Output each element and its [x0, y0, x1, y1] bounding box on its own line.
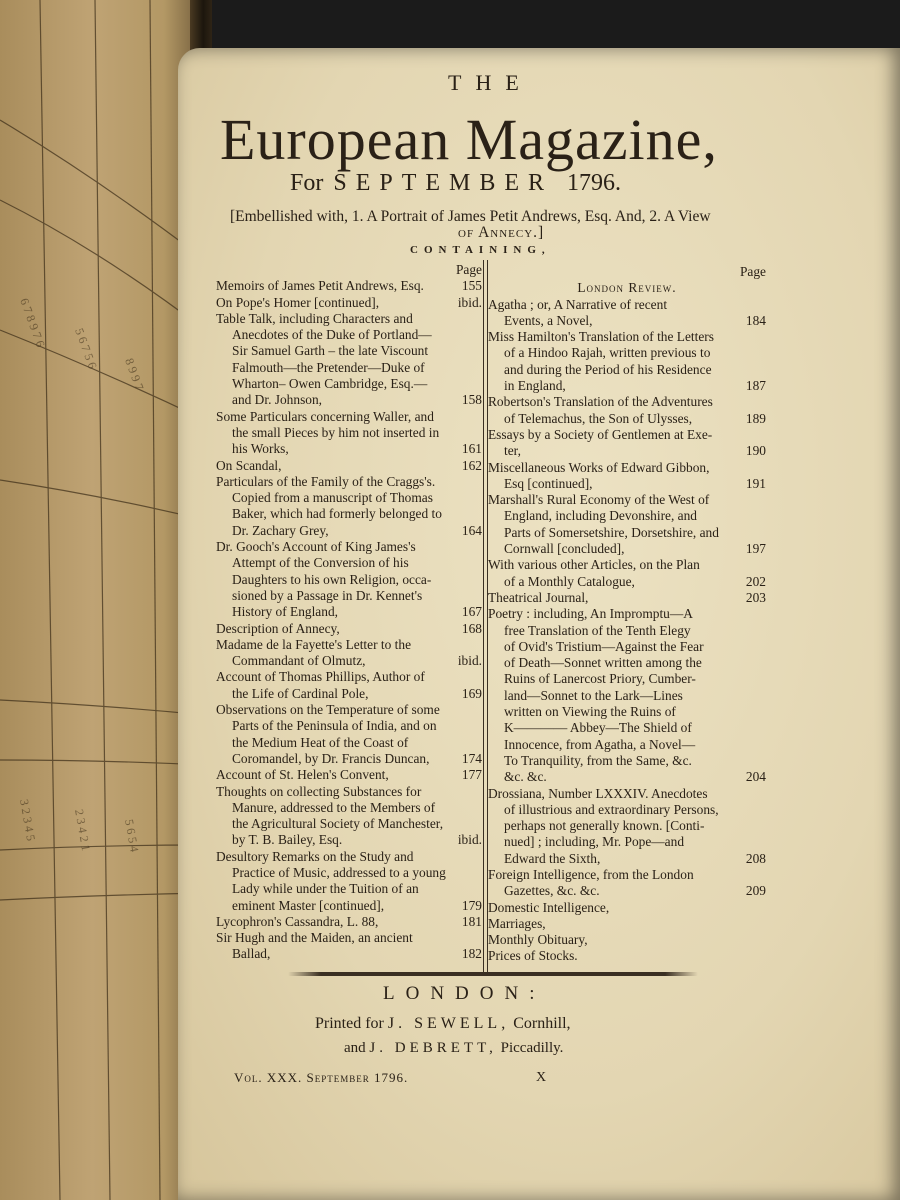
- facing-page-table-lines: [0, 0, 205, 1200]
- contents-entry-line: [488, 394, 766, 410]
- contents-entry-line: [488, 639, 766, 655]
- entry-page-number: 202: [745, 573, 766, 589]
- contents-entry-line: [216, 343, 482, 359]
- contents-entry-line: [488, 851, 766, 867]
- contents-entry-line: [488, 753, 766, 769]
- contents-entry-line: [216, 800, 482, 816]
- entry-text: England, including Devonshire, and: [504, 508, 698, 524]
- entry-text: in England,: [504, 378, 566, 394]
- imprint-second-printer-line: [344, 1040, 563, 1057]
- and-label: and: [344, 1040, 366, 1056]
- contents-entry-line: [488, 932, 766, 948]
- contents-entry-line: [216, 881, 482, 897]
- entry-text: Edward the Sixth,: [504, 850, 601, 866]
- contents-entry-line: [216, 441, 482, 457]
- entry-text: On Pope's Homer [continued],: [216, 294, 380, 310]
- contents-entry-line: [216, 572, 482, 588]
- contents-entry-line: [216, 930, 482, 946]
- entry-text: of Ovid's Tristium—Against the Fear: [504, 638, 704, 654]
- svg-text:3 2 3 4 5: 3 2 3 4 5: [17, 798, 39, 842]
- entry-page-number: 203: [745, 589, 766, 605]
- entry-page-number: 182: [461, 946, 482, 962]
- entry-page-number: 204: [745, 769, 766, 785]
- entry-page-number: 174: [461, 750, 482, 766]
- entry-text: Manure, addressed to the Members of: [232, 799, 436, 815]
- entry-text: Essays by a Society of Gentlemen at Exe-: [488, 426, 713, 442]
- contents-entry-line: [216, 278, 482, 294]
- entry-page-number: 179: [461, 897, 482, 913]
- contents-entry-line: [488, 525, 766, 541]
- entry-page-number: 162: [461, 457, 482, 473]
- entry-text: Foreign Intelligence, from the London: [488, 866, 694, 882]
- entry-text: Desultory Remarks on the Study and: [216, 848, 414, 864]
- entry-text: Ballad,: [232, 946, 271, 962]
- entry-page-number: 169: [461, 685, 482, 701]
- contents-left-list: [216, 278, 482, 962]
- contents-entry-line: [488, 883, 766, 899]
- entry-text: Account of Thomas Phillips, Author of: [216, 669, 425, 685]
- contents-entry-line: [216, 523, 482, 539]
- entry-text: of Telemachus, the Son of Ulysses,: [504, 410, 693, 426]
- contents-entry-line: [216, 555, 482, 571]
- signature-mark: X: [536, 1070, 547, 1085]
- entry-text: Coromandel, by Dr. Francis Duncan,: [232, 750, 430, 766]
- entry-text: Cornwall [concluded],: [504, 541, 625, 557]
- title-page: [178, 48, 900, 1200]
- entry-text: Thoughts on collecting Substances for: [216, 783, 422, 799]
- page-column-header: Page: [739, 264, 766, 279]
- entry-text: Marshall's Rural Economy of the West of: [488, 492, 710, 508]
- contents-entry-line: [488, 623, 766, 639]
- contents-entry-line: [216, 767, 482, 783]
- entry-text: Observations on the Temperature of some: [216, 702, 440, 718]
- entry-text: Lycophron's Cassandra, L. 88,: [216, 913, 379, 929]
- entry-text: Copied from a manuscript of Thomas: [232, 490, 433, 506]
- volume-line: Vol. XXX. September 1796.: [234, 1070, 409, 1085]
- entry-text: the Medium Heat of the Coast of: [232, 734, 409, 750]
- svg-text:8 9 9 7: 8 9 9 7: [122, 356, 147, 393]
- contents-entry-line: [216, 686, 482, 702]
- entry-text: Wharton– Owen Cambridge, Esq.—: [232, 376, 428, 392]
- contents-entry-line: [488, 378, 766, 394]
- contents-entry-line: [216, 784, 482, 800]
- entry-text: Prices of Stocks.: [488, 948, 578, 964]
- contents-entry-line: [216, 946, 482, 962]
- contents-entry-line: [216, 898, 482, 914]
- printer-place-cornhill: Cornhill,: [513, 1015, 571, 1032]
- issue-month: SEPTEMBER: [333, 170, 554, 196]
- entry-text: Parts of Somersetshire, Dorsetshire, and: [504, 524, 719, 540]
- contents-entry-line: [488, 557, 766, 573]
- entry-text: &c. &c.: [504, 769, 547, 785]
- entry-text: the Agricultural Society of Manchester,: [232, 816, 444, 832]
- contents-entry-line: [488, 313, 766, 329]
- entry-text: Some Particulars concerning Waller, and: [216, 408, 434, 424]
- entry-text: of Death—Sonnet written among the: [504, 655, 702, 671]
- entry-page-number: 190: [745, 443, 766, 459]
- contents-entry-line: [488, 688, 766, 704]
- contents-entry-line: [216, 425, 482, 441]
- contents-entry-line: [488, 818, 766, 834]
- entry-text: Anecdotes of the Duke of Portland—: [232, 327, 432, 343]
- entry-text: Table Talk, including Characters and: [216, 310, 413, 326]
- contents-entry-line: [488, 786, 766, 802]
- entry-page-number: 181: [461, 913, 482, 929]
- contents-entry-line: [216, 653, 482, 669]
- issue-line: [290, 170, 621, 197]
- entry-page-number: 197: [745, 541, 766, 557]
- entry-page-number: 168: [461, 620, 482, 636]
- printer-name-debrett: J. DEBRETT,: [369, 1040, 497, 1056]
- entry-text: free Translation of the Tenth Elegy: [504, 622, 691, 638]
- entry-text: Description of Annecy,: [216, 620, 340, 636]
- title-prefix: THE: [448, 70, 533, 95]
- entry-text: Commandant of Olmutz,: [232, 653, 366, 669]
- contents-entry-line: [216, 311, 482, 327]
- printer-name-sewell: J. SEWELL,: [387, 1015, 510, 1032]
- for-label: For: [290, 170, 324, 196]
- contents-entry-line: [488, 329, 766, 345]
- contents-left-column: [216, 262, 482, 963]
- entry-text: Ruins of Lanercost Priory, Cumber-: [504, 671, 696, 687]
- contents-entry-line: [488, 802, 766, 818]
- entry-text: With various other Articles, on the Plan: [488, 557, 700, 573]
- contents-entry-line: [488, 704, 766, 720]
- imprint-city: LONDON:: [383, 983, 546, 1004]
- contents-entry-line: [216, 702, 482, 718]
- containing-heading: CONTAINING,: [410, 244, 551, 256]
- entry-text: Parts of the Peninsula of India, and on: [232, 718, 437, 734]
- contents-entry-line: [488, 574, 766, 590]
- contents-entry-line: [216, 376, 482, 392]
- entry-text: Sir Samuel Garth – the late Viscount: [232, 343, 429, 359]
- contents-entry-line: [488, 427, 766, 443]
- contents-entry-line: [488, 492, 766, 508]
- contents-entry-line: [488, 443, 766, 459]
- entry-page-number: 167: [461, 604, 482, 620]
- contents-entry-line: [216, 458, 482, 474]
- contents-entry-line: [488, 297, 766, 313]
- contents-entry-line: [488, 671, 766, 687]
- contents-entry-line: [216, 718, 482, 734]
- contents-entry-line: [216, 914, 482, 930]
- entry-text: On Scandal,: [216, 457, 282, 473]
- entry-text: of illustrious and extraordinary Persons,: [504, 801, 719, 817]
- entry-text: Attempt of the Conversion of his: [232, 555, 409, 571]
- entry-text: eminent Master [continued],: [232, 897, 385, 913]
- entry-text: Daughters to his own Religion, occa-: [232, 571, 432, 587]
- contents-entry-line: [488, 737, 766, 753]
- entry-page-number: 187: [745, 378, 766, 394]
- entry-text: Memoirs of James Petit Andrews, Esq.: [216, 278, 424, 294]
- contents-entry-line: [216, 490, 482, 506]
- printer-place-piccadilly: Piccadilly.: [500, 1040, 564, 1056]
- entry-page-number: 177: [461, 767, 482, 783]
- embellishments-line-1: [Embellished with, 1. A Portrait of James Petit Andrews, Esq. And, 2. A View: [230, 208, 711, 225]
- entry-text: Falmouth—the Pretender—Duke of: [232, 359, 425, 375]
- contents-entry-line: [488, 345, 766, 361]
- entry-text: by T. B. Bailey, Esq.: [232, 832, 343, 848]
- contents-entry-line: [488, 769, 766, 785]
- entry-text: ter,: [504, 443, 521, 459]
- entry-text: Lady while under the Tuition of an: [232, 881, 419, 897]
- entry-page-number: 191: [745, 475, 766, 491]
- magazine-title: European Magazine,: [220, 107, 718, 172]
- contents-entry-line: [216, 832, 482, 848]
- contents-entry-line: [488, 590, 766, 606]
- contents-entry-line: [216, 604, 482, 620]
- contents-right-column: [488, 264, 766, 965]
- entry-text: Events, a Novel,: [504, 312, 593, 328]
- contents-entry-line: [216, 669, 482, 685]
- entry-text: the Life of Cardinal Pole,: [232, 685, 369, 701]
- contents-entry-line: [216, 539, 482, 555]
- entry-page-number: ibid.: [457, 653, 482, 669]
- entry-text: Dr. Zachary Grey,: [232, 522, 329, 538]
- entry-text: perhaps not generally known. [Conti-: [504, 818, 705, 834]
- entry-page-number: ibid.: [457, 294, 482, 310]
- contents-entry-line: [216, 816, 482, 832]
- entry-text: Innocence, from Agatha, a Novel—: [504, 736, 696, 752]
- entry-page-number: 158: [461, 392, 482, 408]
- contents-entry-line: [488, 867, 766, 883]
- entry-text: Theatrical Journal,: [488, 589, 589, 605]
- contents-entry-line: [216, 474, 482, 490]
- issue-year: 1796.: [567, 170, 622, 196]
- entry-text: Marriages,: [488, 915, 546, 931]
- entry-text: of a Hindoo Rajah, written previous to: [504, 345, 711, 361]
- contents-entry-line: [216, 735, 482, 751]
- contents-entry-line: [216, 409, 482, 425]
- contents-entry-line: [216, 360, 482, 376]
- contents-entry-line: [216, 637, 482, 653]
- entry-page-number: 155: [461, 278, 482, 294]
- entry-text: Drossiana, Number LXXXIV. Anecdotes: [488, 785, 708, 801]
- svg-text:6 7 8 9 7 6: 6 7 8 9 7 6: [17, 296, 48, 349]
- contents-entry-line: [216, 295, 482, 311]
- entry-text: Miscellaneous Works of Edward Gibbon,: [488, 459, 710, 475]
- entry-text: Poetry : including, An Impromptu—A: [488, 606, 693, 622]
- entry-text: Robertson's Translation of the Adventures: [488, 394, 713, 410]
- entry-text: sioned by a Passage in Dr. Kennet's: [232, 587, 423, 603]
- entry-text: Particulars of the Family of the Craggs's.: [216, 473, 436, 489]
- contents-entry-line: [216, 751, 482, 767]
- section-title-london-review: London Review.: [577, 280, 677, 296]
- svg-text:5 6 7 5 6: 5 6 7 5 6: [72, 326, 100, 371]
- entry-text: Miss Hamilton's Translation of the Letters: [488, 329, 714, 345]
- entry-text: written on Viewing the Ruins of: [504, 704, 676, 720]
- contents-entry-line: [488, 362, 766, 378]
- entry-text: K———— Abbey—The Shield of: [504, 720, 692, 736]
- facing-page: [0, 0, 205, 1200]
- svg-text:5 6 5 4: 5 6 5 4: [122, 818, 142, 854]
- contents-entry-line: [488, 508, 766, 524]
- page-column-header: Page: [455, 262, 482, 277]
- entry-text: History of England,: [232, 604, 338, 620]
- entry-text: Dr. Gooch's Account of King James's: [216, 539, 416, 555]
- entry-text: and Dr. Johnson,: [232, 392, 323, 408]
- entry-text: his Works,: [232, 441, 289, 457]
- entry-text: Madame de la Fayette's Letter to the: [216, 636, 412, 652]
- contents-entry-line: [216, 865, 482, 881]
- entry-text: Practice of Music, addressed to a young: [232, 864, 446, 880]
- contents-entry-line: [216, 588, 482, 604]
- contents-entry-line: [488, 476, 766, 492]
- entry-text: the small Pieces by him not inserted in: [232, 424, 440, 440]
- contents-entry-line: [216, 392, 482, 408]
- svg-text:2 3 4 2 1: 2 3 4 2 1: [72, 808, 94, 852]
- entry-page-number: 189: [745, 410, 766, 426]
- entry-page-number: 164: [461, 522, 482, 538]
- ornamental-rule: [288, 972, 698, 976]
- contents-entry-line: [488, 948, 766, 964]
- entry-text: Account of St. Helen's Convent,: [216, 767, 389, 783]
- entry-text: Monthly Obituary,: [488, 932, 588, 948]
- contents-entry-line: [216, 849, 482, 865]
- contents-entry-line: [488, 411, 766, 427]
- entry-page-number: 184: [745, 312, 766, 328]
- entry-text: To Tranquility, from the Same, &c.: [504, 752, 692, 768]
- contents-entry-line: [488, 916, 766, 932]
- entry-text: land—Sonnet to the Lark—Lines: [504, 687, 683, 703]
- contents-entry-line: [216, 621, 482, 637]
- entry-page-number: 209: [745, 883, 766, 899]
- entry-text: and during the Period of his Residence: [504, 361, 712, 377]
- entry-text: Esq [continued],: [504, 475, 593, 491]
- entry-text: Domestic Intelligence,: [488, 899, 610, 915]
- contents-entry-line: [488, 834, 766, 850]
- contents-entry-line: [488, 460, 766, 476]
- entry-text: Agatha ; or, A Narrative of recent: [488, 296, 668, 312]
- entry-text: nued] ; including, Mr. Pope—and: [504, 834, 685, 850]
- contents-entry-line: [488, 606, 766, 622]
- contents-right-list: [488, 297, 766, 965]
- contents-entry-line: [488, 900, 766, 916]
- contents-entry-line: [216, 506, 482, 522]
- contents-entry-line: [488, 541, 766, 557]
- entry-text: Sir Hugh and the Maiden, an ancient: [216, 930, 413, 946]
- entry-text: Baker, which had formerly belonged to: [232, 506, 442, 522]
- entry-page-number: ibid.: [457, 832, 482, 848]
- entry-text: Gazettes, &c. &c.: [504, 883, 600, 899]
- entry-page-number: 161: [461, 441, 482, 457]
- contents-entry-line: [488, 720, 766, 736]
- entry-page-number: 208: [745, 850, 766, 866]
- contents-entry-line: [488, 655, 766, 671]
- imprint-printer-line: [315, 1015, 571, 1033]
- contents-entry-line: [216, 327, 482, 343]
- embellishments-line-2: of Annecy.]: [458, 224, 545, 241]
- printed-for-label: Printed for: [315, 1015, 384, 1032]
- entry-text: of a Monthly Catalogue,: [504, 573, 635, 589]
